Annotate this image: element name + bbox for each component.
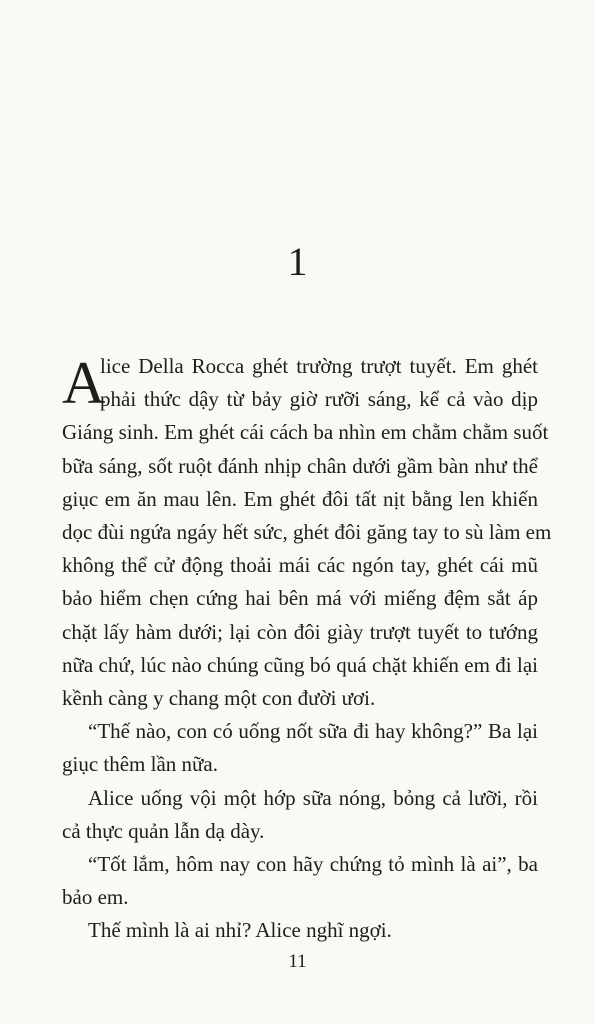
text-line: giục thêm lần nữa. [62, 752, 219, 777]
body-text [62, 350, 552, 948]
paragraph-dialogue [62, 715, 538, 781]
text-line: kềnh càng y chang một con đười ươi. [62, 686, 376, 711]
paragraph [62, 782, 538, 848]
text-line: Thế mình là ai nhỉ? Alice nghĩ ngợi. [88, 918, 392, 943]
text-line: Giáng sinh. Em ghét cái cách ba nhìn em chằm chằm suốt [62, 420, 549, 445]
text-line: bữa sáng, sốt ruột đánh nhịp chân dưới gầm bàn như thể [62, 453, 538, 478]
text-line: nữa chứ, lúc nào chúng cũng bó quá chặt khiến em đi lại [62, 652, 538, 677]
text-line: cả thực quản lẫn dạ dày. [62, 818, 265, 843]
text-line: “Thế nào, con có uống nốt sữa đi hay không?” Ba lại [88, 719, 538, 744]
text-line: bảo em. [62, 885, 129, 910]
paragraph [62, 914, 538, 947]
text-line: Alice uống vội một hớp sữa nóng, bỏng cả lưỡi, rồi [88, 785, 538, 810]
text-line: bảo hiểm chẹn cứng hai bên má với miếng đệm sắt áp [62, 586, 538, 611]
text-line: không thể cử động thoải mái các ngón tay, ghét cái mũ [62, 553, 538, 578]
chapter-number: 1 [287, 239, 308, 284]
paragraph-dialogue [62, 848, 538, 914]
text-line: “Tốt lắm, hôm nay con hãy chứng tỏ mình là ai”, ba [88, 852, 538, 877]
text-line: giục em ăn mau lên. Em ghét đôi tất nịt bằng len khiến [62, 486, 538, 511]
drop-cap: A [62, 350, 106, 416]
paragraph-opening [62, 350, 552, 715]
text-line: lice Della Rocca ghét trường trượt tuyết. Em ghét [100, 354, 538, 378]
text-line: phải thức dậy từ bảy giờ rưỡi sáng, kể cả vào dịp [100, 387, 538, 412]
page-number: 11 [288, 951, 307, 972]
text-line: dọc đùi ngứa ngáy hết sức, ghét đôi găng tay to sù làm em [62, 520, 552, 545]
text-line: chặt lấy hàm dưới; lại còn đôi giày trượt tuyết to tướng [62, 619, 538, 644]
